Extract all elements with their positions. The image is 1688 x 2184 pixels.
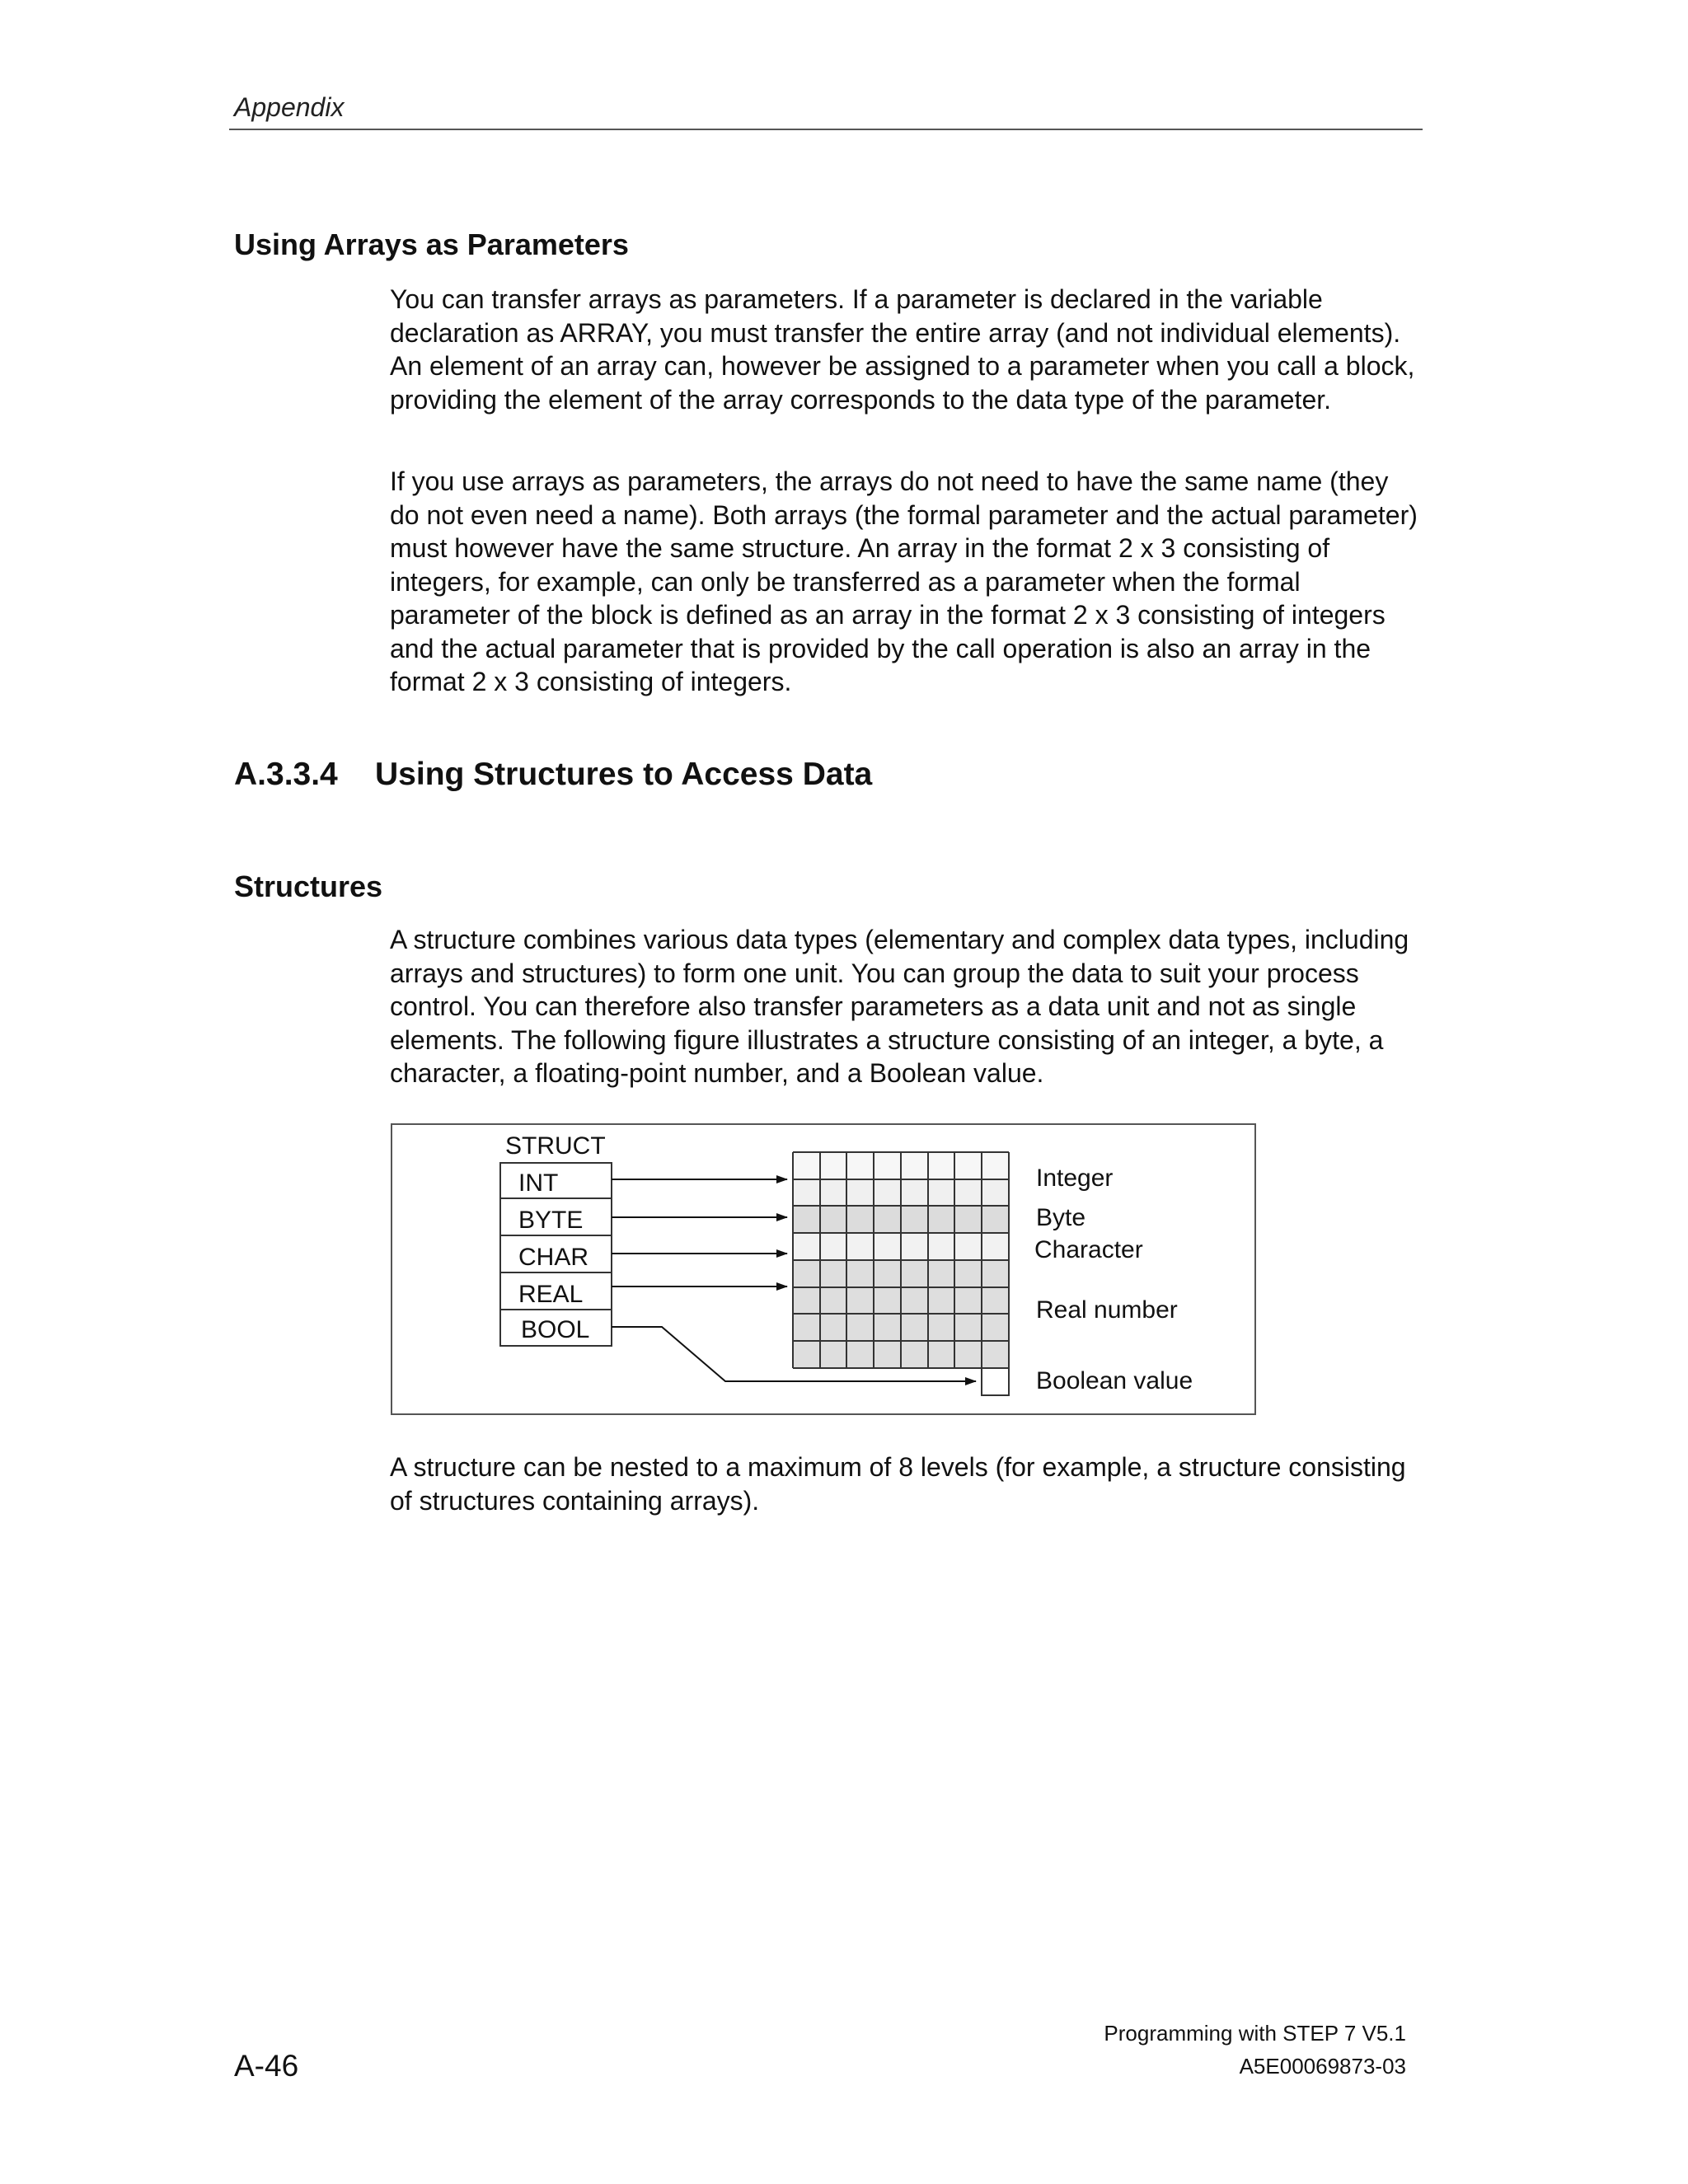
footer-doc-number: A5E00069873-03 [1239, 2054, 1406, 2079]
field-bool-label: BOOL [521, 1316, 590, 1343]
footer-book-title: Programming with STEP 7 V5.1 [1104, 2021, 1406, 2046]
memory-label-real: Real number [1036, 1296, 1178, 1324]
memory-label-character: Character [1034, 1236, 1143, 1263]
arrays-heading: Using Arrays as Parameters [234, 227, 629, 261]
structures-heading: Structures [234, 869, 383, 903]
section-title: Using Structures to Access Data [375, 757, 873, 792]
arrays-paragraph-2: If you use arrays as parameters, the arrays do not need to have the same name (they do not even need a name). Both arrays (the formal parameter and the actual parameter) must however have the same structure. An array in the format 2 x 3 consisting of integers, for example, can only be transferred as a parameter when the formal parameter of the block is defined as an array in the format 2 x 3 consisting of integers and the actual parameter that is provided by the call operation is also an array in the format 2 x 3 consisting of integers. [390, 466, 1418, 696]
struct-label: STRUCT [505, 1132, 606, 1160]
nesting-paragraph: A structure can be nested to a maximum of 8 levels (for example, a structure consisting of structures containing arrays). [390, 1452, 1406, 1516]
boolean-bit-cell [982, 1368, 1009, 1395]
memory-label-byte: Byte [1036, 1204, 1086, 1231]
memory-grid [793, 1152, 1009, 1395]
memory-label-integer: Integer [1036, 1165, 1114, 1192]
memory-label-boolean: Boolean value [1036, 1367, 1193, 1394]
page-number: A-46 [234, 2049, 299, 2083]
field-real-label: REAL [518, 1281, 584, 1308]
field-byte-label: BYTE [518, 1207, 584, 1234]
section-number: A.3.3.4 [234, 757, 338, 792]
running-title: Appendix [234, 92, 345, 122]
field-char-label: CHAR [518, 1244, 589, 1271]
field-int-label: INT [518, 1169, 559, 1197]
structures-paragraph: A structure combines various data types (elementary and complex data types, including arrays and structures) to form one unit. You can group the data to suit your process control. You can therefore also transfer parameters as a data unit and not as single elements. The following figure illustrates a structure consisting of an integer, a byte, a character, a floating-point number, and a Boolean value. [390, 925, 1409, 1088]
arrays-paragraph-1: You can transfer arrays as parameters. If a parameter is declared in the variable declaration as ARRAY, you must transfer the entire array (and not individual elements). An element of an array can, however be assigned to a parameter when you call a block, providing the element of the array corresponds to the data type of the parameter. [390, 284, 1415, 415]
